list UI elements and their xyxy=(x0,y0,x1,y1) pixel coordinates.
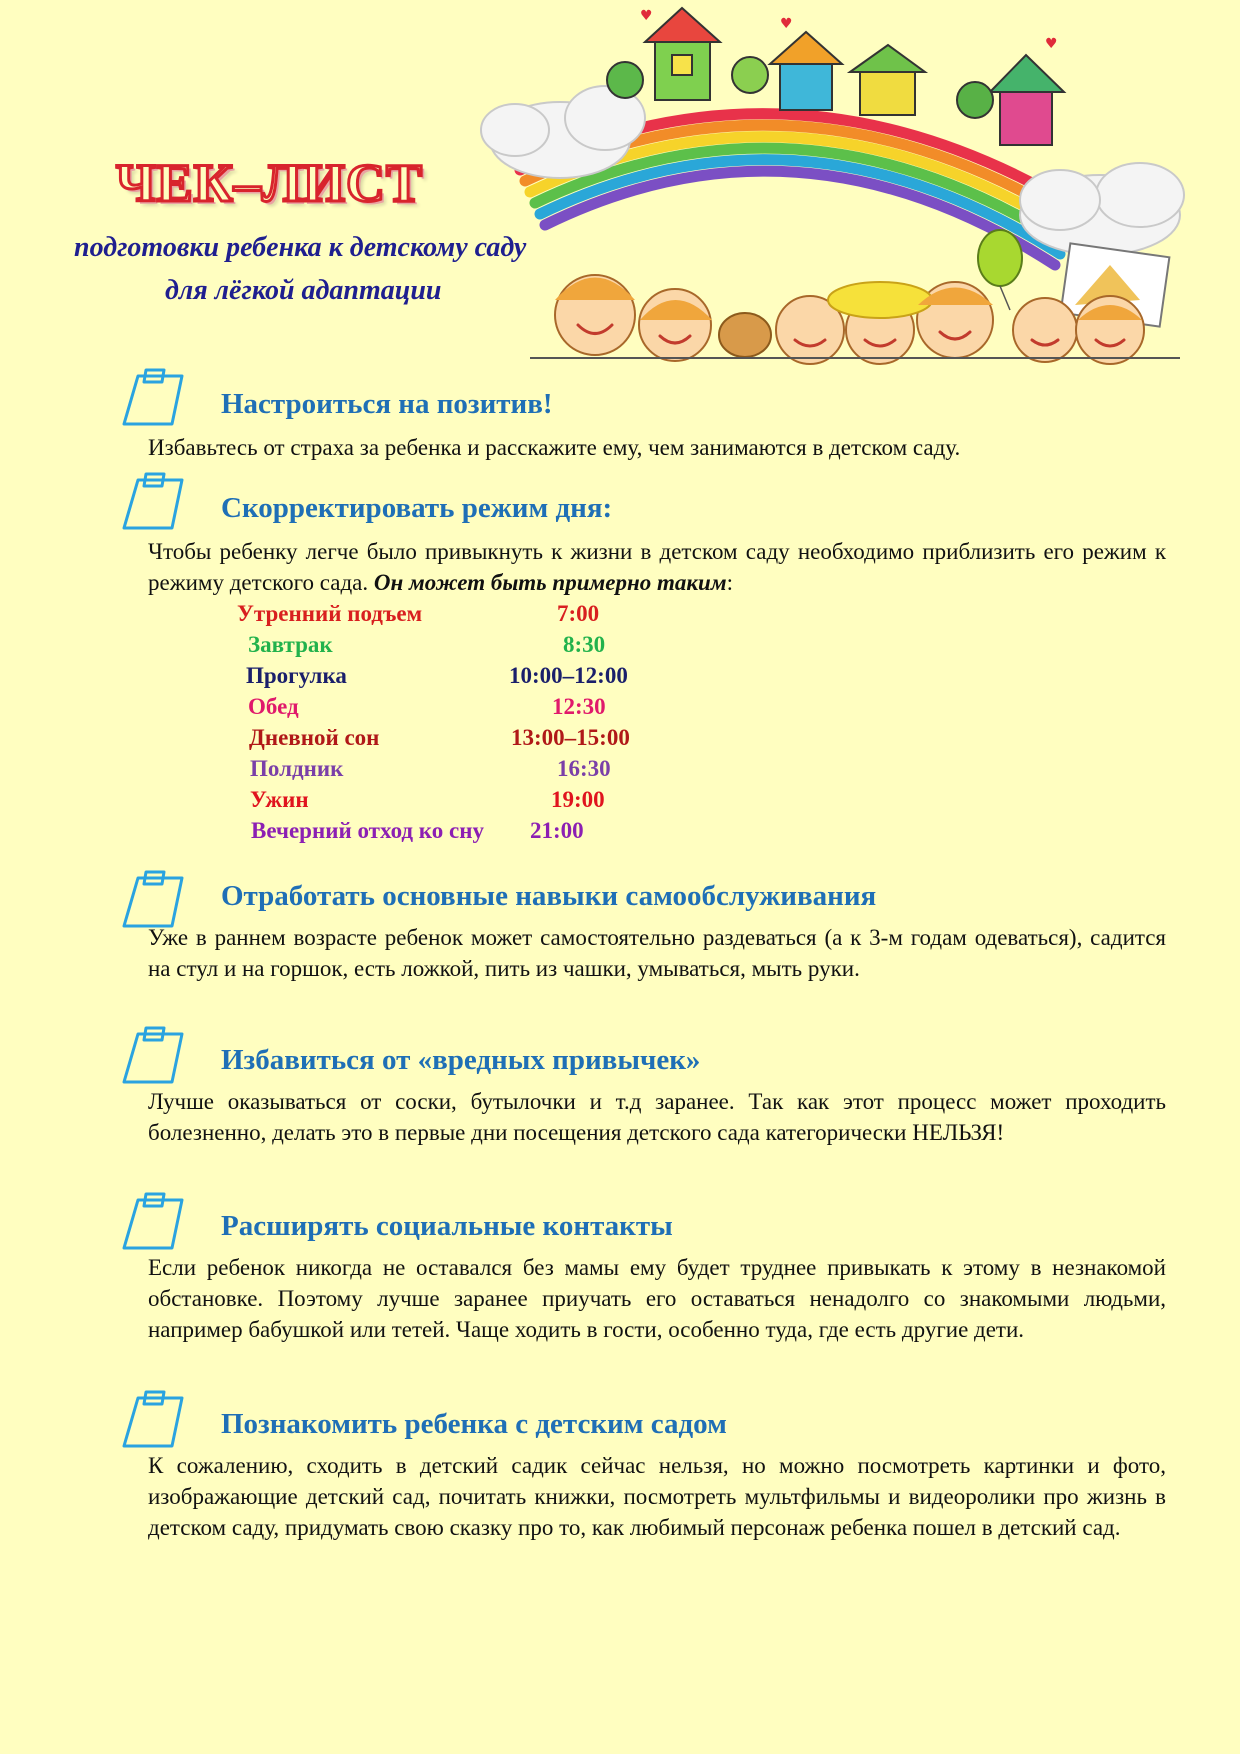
section-text: Лучше оказываться от соски, бутылочки и т.д заранее. Так как этот процесс может проходить болезненно, делать это в первые дни посещения детского сада категорически НЕЛЬЗЯ! xyxy=(148,1089,1166,1145)
schedule-activity: Полдник xyxy=(250,756,344,781)
schedule-time: 19:00 xyxy=(551,787,605,812)
schedule-activity: Прогулка xyxy=(246,663,347,688)
section-title: Отработать основные навыки самообслуживания xyxy=(221,880,877,912)
svg-text:♥: ♥ xyxy=(1045,36,1058,52)
section-text-main: Чтобы ребенку легче было привыкнуть к жизни в детском саду необходимо приблизить его режим к режиму детского сада. xyxy=(148,539,1166,595)
section-text-emphasis: Он может быть примерно таким xyxy=(373,570,727,595)
section-text-end: : xyxy=(726,570,733,595)
schedule-activity: Ужин xyxy=(250,787,309,812)
clipboard-icon xyxy=(116,1390,188,1452)
clipboard-icon xyxy=(116,472,188,534)
schedule-time: 7:00 xyxy=(557,601,600,626)
schedule-time: 16:30 xyxy=(557,756,611,781)
schedule-activity: Обед xyxy=(248,694,299,719)
schedule-time: 8:30 xyxy=(563,632,606,657)
schedule-time: 21:00 xyxy=(530,818,584,843)
schedule-activity: Дневной сон xyxy=(249,725,380,750)
page-title: ЧЕК–ЛИСТ xyxy=(116,153,424,213)
schedule-activity: Вечерний отход ко сну xyxy=(251,818,484,843)
section-title: Скорректировать режим дня: xyxy=(221,492,613,524)
schedule-time: 13:00–15:00 xyxy=(511,725,630,750)
subtitle-line-1: подготовки ребенка к детскому саду xyxy=(74,232,527,263)
clipboard-icon xyxy=(116,368,188,430)
section-title: Расширять социальные контакты xyxy=(221,1210,673,1242)
section-text: Уже в раннем возрасте ребенок может самостоятельно раздеваться (а к 3-м годам одеваться), садится на стул и на горшок, есть ложкой, пить из чашки, умываться, мыть руки. xyxy=(148,925,1166,981)
section-text: К сожалению, сходить в детский садик сейчас нельзя, но можно посмотреть картинки и фото, изображающие детский сад, почитать книжки, посмотреть мультфильмы и видеоролики про жизнь в детском саду, придумать свою сказку про то, как любимый персонаж ребенка пошел в детский сад. xyxy=(148,1453,1166,1540)
section-title: Избавиться от «вредных привычек» xyxy=(221,1044,701,1076)
schedule-time: 12:30 xyxy=(552,694,606,719)
svg-text:♥: ♥ xyxy=(640,8,653,24)
subtitle-line-2: для лёгкой адаптации xyxy=(165,275,442,306)
section-text: Избавьтесь от страха за ребенка и расскажите ему, чем занимаются в детском саду. xyxy=(148,435,961,460)
section-title: Познакомить ребенка с детским садом xyxy=(221,1408,727,1440)
schedule-activity: Завтрак xyxy=(248,632,333,657)
schedule-time: 10:00–12:00 xyxy=(509,663,628,688)
section-title: Настроиться на позитив! xyxy=(221,388,553,420)
clipboard-icon xyxy=(116,1026,188,1088)
clipboard-icon xyxy=(116,1192,188,1254)
svg-text:♥: ♥ xyxy=(780,16,793,32)
section-text: Если ребенок никогда не оставался без мамы ему будет труднее привыкать к этому в незнакомой обстановке. Поэтому лучше заранее приучать его оставаться ненадолго со знакомыми людьми, например бабушкой или тетей. Чаще ходить в гости, особенно туда, где есть другие дети. xyxy=(148,1255,1166,1342)
section-text xyxy=(148,536,1166,598)
schedule-activity: Утренний подъем xyxy=(237,601,423,626)
